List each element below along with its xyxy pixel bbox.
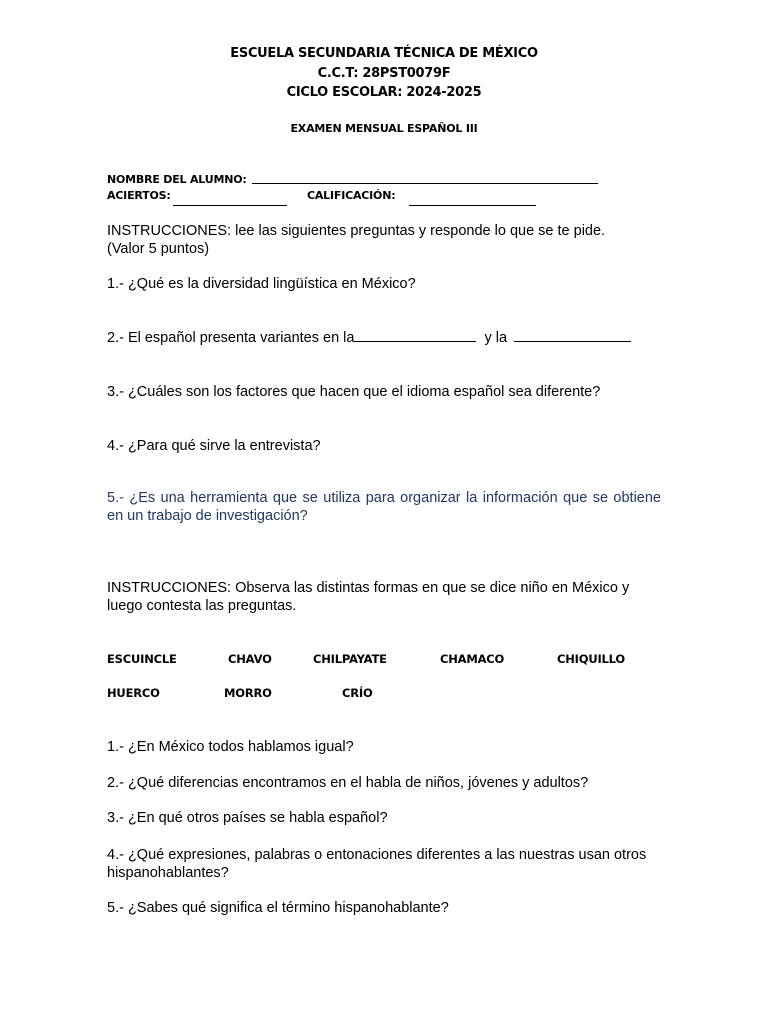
variant-blank-1[interactable]: [354, 329, 476, 342]
score-label: ACIERTOS:: [107, 189, 171, 202]
section2-question-1: 1.- ¿En México todos hablamos igual?: [107, 739, 354, 755]
school-cct: C.C.T: 28PST0079F: [317, 66, 451, 81]
question-2-text-part1: 2.- El español presenta variantes en la: [107, 330, 355, 346]
word-chamaco: CHAMACO: [440, 652, 505, 666]
section2-question-5: 5.- ¿Sabes qué significa el término hispanohablante?: [107, 900, 449, 916]
section1-question-5: 5.- ¿Es una herramienta que se utiliza para organizar la información que se obtiene en un trabajo de investigación?: [107, 490, 661, 524]
grade-label: CALIFICACIÓN:: [307, 189, 396, 202]
section1-question-2: [107, 329, 661, 347]
grade-blank[interactable]: [409, 205, 536, 206]
section2-instructions: INSTRUCCIONES: Observa las distintas formas en que se dice niño en México y luego contesta las preguntas.: [107, 580, 630, 614]
section2-question-4: 4.- ¿Qué expresiones, palabras o entonaciones diferentes a las nuestras usan otros hispanohablantes?: [107, 847, 647, 881]
section2-question-3: 3.- ¿En qué otros países se habla español?: [107, 810, 388, 826]
question-2-text-part2: y la: [484, 330, 508, 346]
word-chiquillo: CHIQUILLO: [557, 652, 625, 666]
score-blank[interactable]: [173, 205, 287, 206]
exam-title: EXAMEN MENSUAL ESPAÑOL III: [290, 122, 478, 135]
section1-question-3: 3.- ¿Cuáles son los factores que hacen que el idioma español sea diferente?: [107, 384, 601, 400]
section1-instructions-line2: (Valor 5 puntos): [107, 241, 210, 257]
section2-question-2: 2.- ¿Qué diferencias encontramos en el habla de niños, jóvenes y adultos?: [107, 775, 589, 791]
student-name-label: NOMBRE DEL ALUMNO:: [107, 173, 247, 186]
word-chavo: CHAVO: [228, 652, 272, 666]
word-huerco: HUERCO: [107, 686, 160, 700]
variant-blank-2[interactable]: [514, 329, 631, 342]
word-crio: CRÍO: [342, 686, 373, 700]
school-name: ESCUELA SECUNDARIA TÉCNICA DE MÉXICO: [230, 46, 538, 61]
student-name-blank[interactable]: [252, 183, 598, 184]
word-morro: MORRO: [224, 686, 272, 700]
section1-question-1: 1.- ¿Qué es la diversidad lingüística en México?: [107, 276, 416, 292]
word-escuincle: ESCUINCLE: [107, 652, 177, 666]
school-cycle: CICLO ESCOLAR: 2024-2025: [286, 85, 482, 100]
section1-question-4: 4.- ¿Para qué sirve la entrevista?: [107, 438, 321, 454]
section1-instructions: [107, 222, 661, 258]
word-chilpayate: CHILPAYATE: [313, 652, 387, 666]
section1-instructions-line1: INSTRUCCIONES: lee las siguientes preguntas y responde lo que se te pide.: [107, 223, 606, 239]
